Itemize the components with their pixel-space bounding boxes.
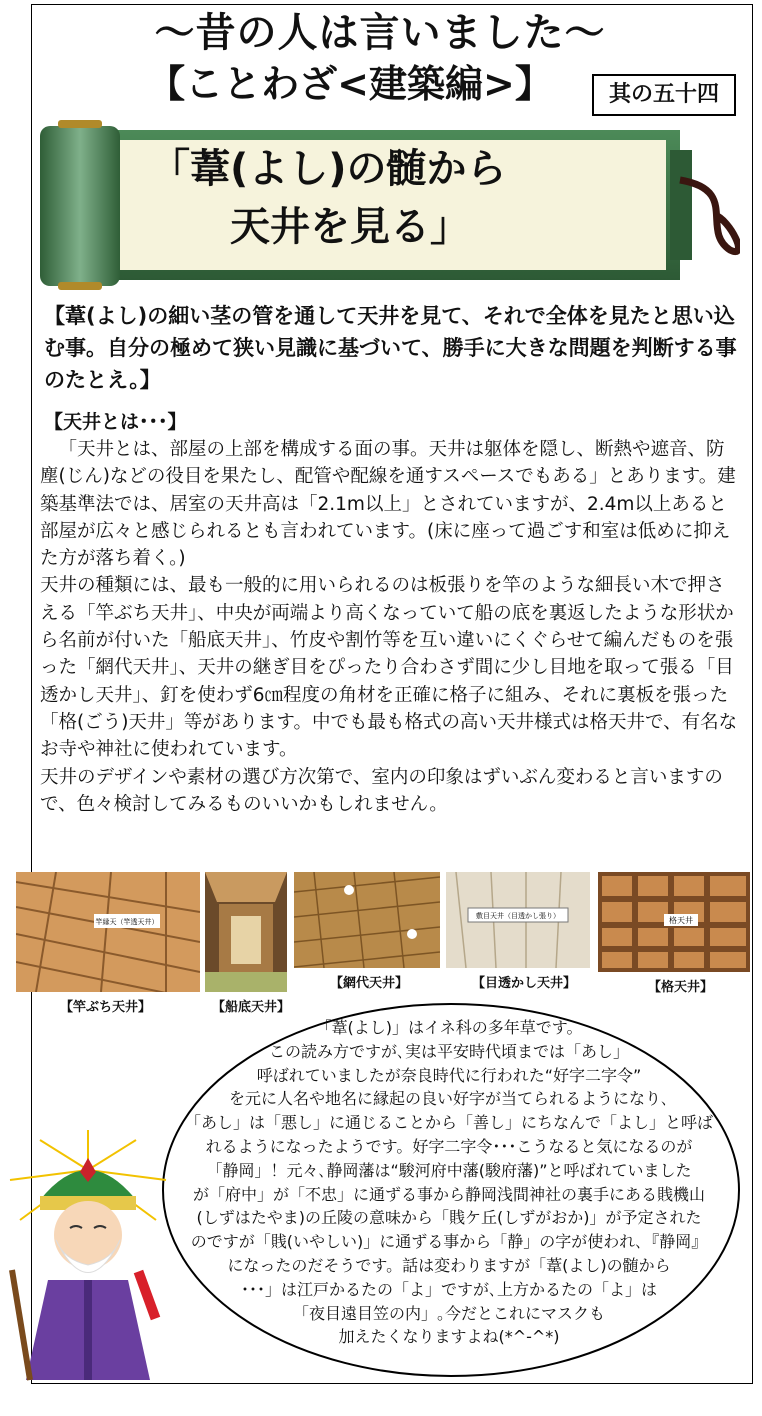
section-body [40, 436, 740, 818]
photo-goutenjou [598, 872, 750, 972]
photo-sign: 格天井 [669, 916, 693, 925]
bubble-line: 呼ばれていましたが奈良時代に行われた“好字二字令” [256, 1065, 642, 1085]
bubble-line: のですが「賎(いやしい)」に通ずる事から「静」の字が使われ､『静岡』 [190, 1232, 708, 1252]
sage-character [0, 1130, 175, 1385]
bubble-text [160, 1016, 738, 1349]
bubble-line: れるようになったようです。好字二字令･･･こうなると気になるのが [205, 1136, 693, 1156]
bubble-line: (しずはたやま)の丘陵の意味から「賎ケ丘(しずがおか)」が予定された [196, 1208, 702, 1228]
proverb-line-1: 「葦(よし)の髄から [150, 146, 507, 192]
bubble-line: この読み方ですが､実は平安時代頃までは「あし」 [268, 1041, 629, 1061]
photo-caption: 【格天井】 [648, 980, 714, 995]
photo-saobuchi [16, 872, 200, 992]
photo-caption: 【目透かし天井】 [472, 976, 577, 991]
bubble-line: 「夜目遠目笠の内」｡今だとこれにマスクも [292, 1303, 605, 1323]
proverb-line-2: 天井を見る」 [230, 204, 470, 250]
photo-sign: 竿縁天（竿透天井） [95, 918, 159, 926]
bubble-line: 加えたくなりますよね(*^-^*) [338, 1327, 560, 1347]
page-subtitle: 【ことわざ<建築編>】 [147, 62, 553, 106]
photo-caption: 【船底天井】 [212, 1000, 291, 1015]
bubble-line: ･･･」は江戸かるたの「よ」ですが､上方かるたの「よ」は [240, 1279, 657, 1299]
photo-funazoko [205, 872, 287, 992]
page-title: ～昔の人は言いました～ [154, 10, 606, 56]
photo-mesukashi [446, 872, 590, 968]
bubble-line: 「葦(よし)」はイネ科の多年草です。 [315, 1018, 583, 1037]
bubble-line: 「静岡」！元々､静岡藩は“駿河府中藩(駿府藩)”と呼ばれていました [206, 1160, 692, 1180]
section-heading: 【天井とは･･･】 [44, 411, 187, 433]
proverb-title [150, 140, 630, 256]
bubble-line: を元に人名や地名に縁起の良い好字が当てられるようになり､ [228, 1089, 669, 1109]
bubble-line: が「府中」が「不忠」に通ずる事から静岡浅間神社の裏手にある賎機山 [192, 1184, 705, 1204]
issue-badge: 其の五十四 [592, 74, 736, 116]
bubble-line: 「あし」は「悪し」に通じることから「善し」にちなんで「よし」と呼ば [184, 1113, 713, 1133]
photo-ajiro [294, 872, 440, 968]
body-paragraph: 天井の種類には、最も一般的に用いられるのは板張りを竿のような細長い木で押さえる「竿ぶち天井」、中央が両端より高くなっていて船の底を裏返したような形状から名前が付いた「船底天井」、竹皮や割竹等を互い違いにくぐらせて編んだものを張った「網代天井」、天井の継ぎ目をぴったり合わさず間に少し目地を取って張る「目透かし天井」、釘を使わず6㎝程度の角材を正確に格子に組み、それに裏板を張った「格(ごう)天井」等があります。中でも最も格式の高い天井様式は格天井で、有名なお寺や神社に使われています。 [40, 575, 738, 761]
body-paragraph: 天井のデザインや素材の選び方次第で、室内の印象はずいぶん変わると言いますので、色々検討してみるものいいかもしれません。 [40, 766, 723, 815]
photo-sign: 敷目天井（目透かし張り） [476, 912, 560, 920]
body-paragraph: 「天井とは、部屋の上部を構成する面の事。天井は躯体を隠し、断熱や遮音、防塵(じん)などの役目を果たし、配管や配線を通すスペースでもある」とあります。建築基準法では、居室の天井高は「2.1m以上」とされていますが、2.4m以上あると部屋が広々と感じられるとも言われています。(床に座って過ごす和室は低めに抑えた方が落ち着く。) [40, 439, 736, 570]
proverb-meaning: 【葦(よし)の細い茎の管を通して天井を見て、それで全体を見たと思い込む事。自分の極めて狭い見識に基づいて、勝手に大きな問題を判断する事のたとえ。】 [44, 304, 737, 392]
photo-caption: 【網代天井】 [330, 976, 409, 991]
photo-caption: 【竿ぶち天井】 [60, 1000, 152, 1015]
bubble-line: になったのだそうです。話は変わりますが「葦(よし)の髄から [227, 1255, 671, 1275]
